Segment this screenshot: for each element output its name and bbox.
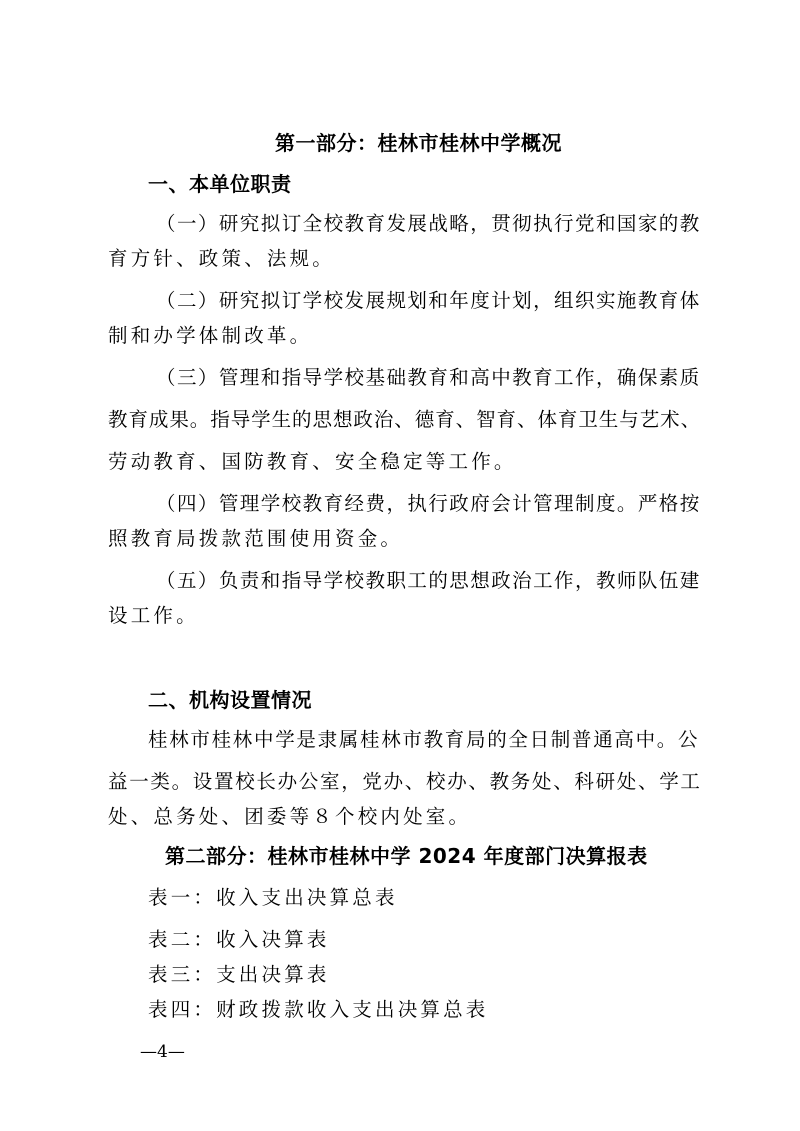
section2-heading: 二、机构设置情况 [148, 688, 312, 712]
paragraph-line: （五）负责和指导学校教职工的思想政治工作，教师队伍建 [156, 569, 701, 592]
paragraph-line: 照教育局拨款范围使用资金。 [108, 527, 404, 550]
paragraph-line: （一）研究拟订全校教育发展战略，贯彻执行党和国家的教 [156, 212, 701, 235]
paragraph-line: 设工作。 [108, 604, 199, 627]
paragraph-line: （三）管理和指导学校基础教育和高中教育工作，确保素质 [156, 366, 701, 389]
table-list-item: 表二：收入决算表 [148, 928, 330, 951]
paragraph-line: 益一类。设置校长办公室，党办、校办、教务处、科研处、学工 [108, 770, 702, 793]
paragraph-line: 育方针、政策、法规。 [108, 247, 336, 270]
part2-title: 第二部分：桂林市桂林中学 2024 年度部门决算报表 [165, 844, 648, 868]
table-list-item: 表四：财政拨款收入支出决算总表 [148, 998, 489, 1021]
table-list-item: 表三：支出决算表 [148, 963, 330, 986]
paragraph-line: 桂林市桂林中学是隶属桂林市教育局的全日制普通高中。公 [148, 728, 700, 751]
paragraph-line: 教育成果。指导学生的思想政治、德育、智育、体育卫生与艺术、 [108, 408, 702, 431]
paragraph-line: 劳动教育、国防教育、安全稳定等工作。 [108, 450, 517, 473]
paragraph-line: 处、总务处、团委等８个校内处室。 [108, 805, 472, 828]
table-list-item: 表一：收入支出决算总表 [148, 886, 398, 909]
section1-heading: 一、本单位职责 [148, 172, 292, 196]
page-number: —4— [140, 1042, 185, 1062]
paragraph-line: 制和办学体制改革。 [108, 324, 313, 347]
paragraph-line: （四）管理学校教育经费，执行政府会计管理制度。严格按 [156, 492, 701, 515]
part1-title: 第一部分：桂林市桂林中学概况 [275, 131, 562, 155]
paragraph-line: （二）研究拟订学校发展规划和年度计划，组织实施教育体 [156, 289, 701, 312]
